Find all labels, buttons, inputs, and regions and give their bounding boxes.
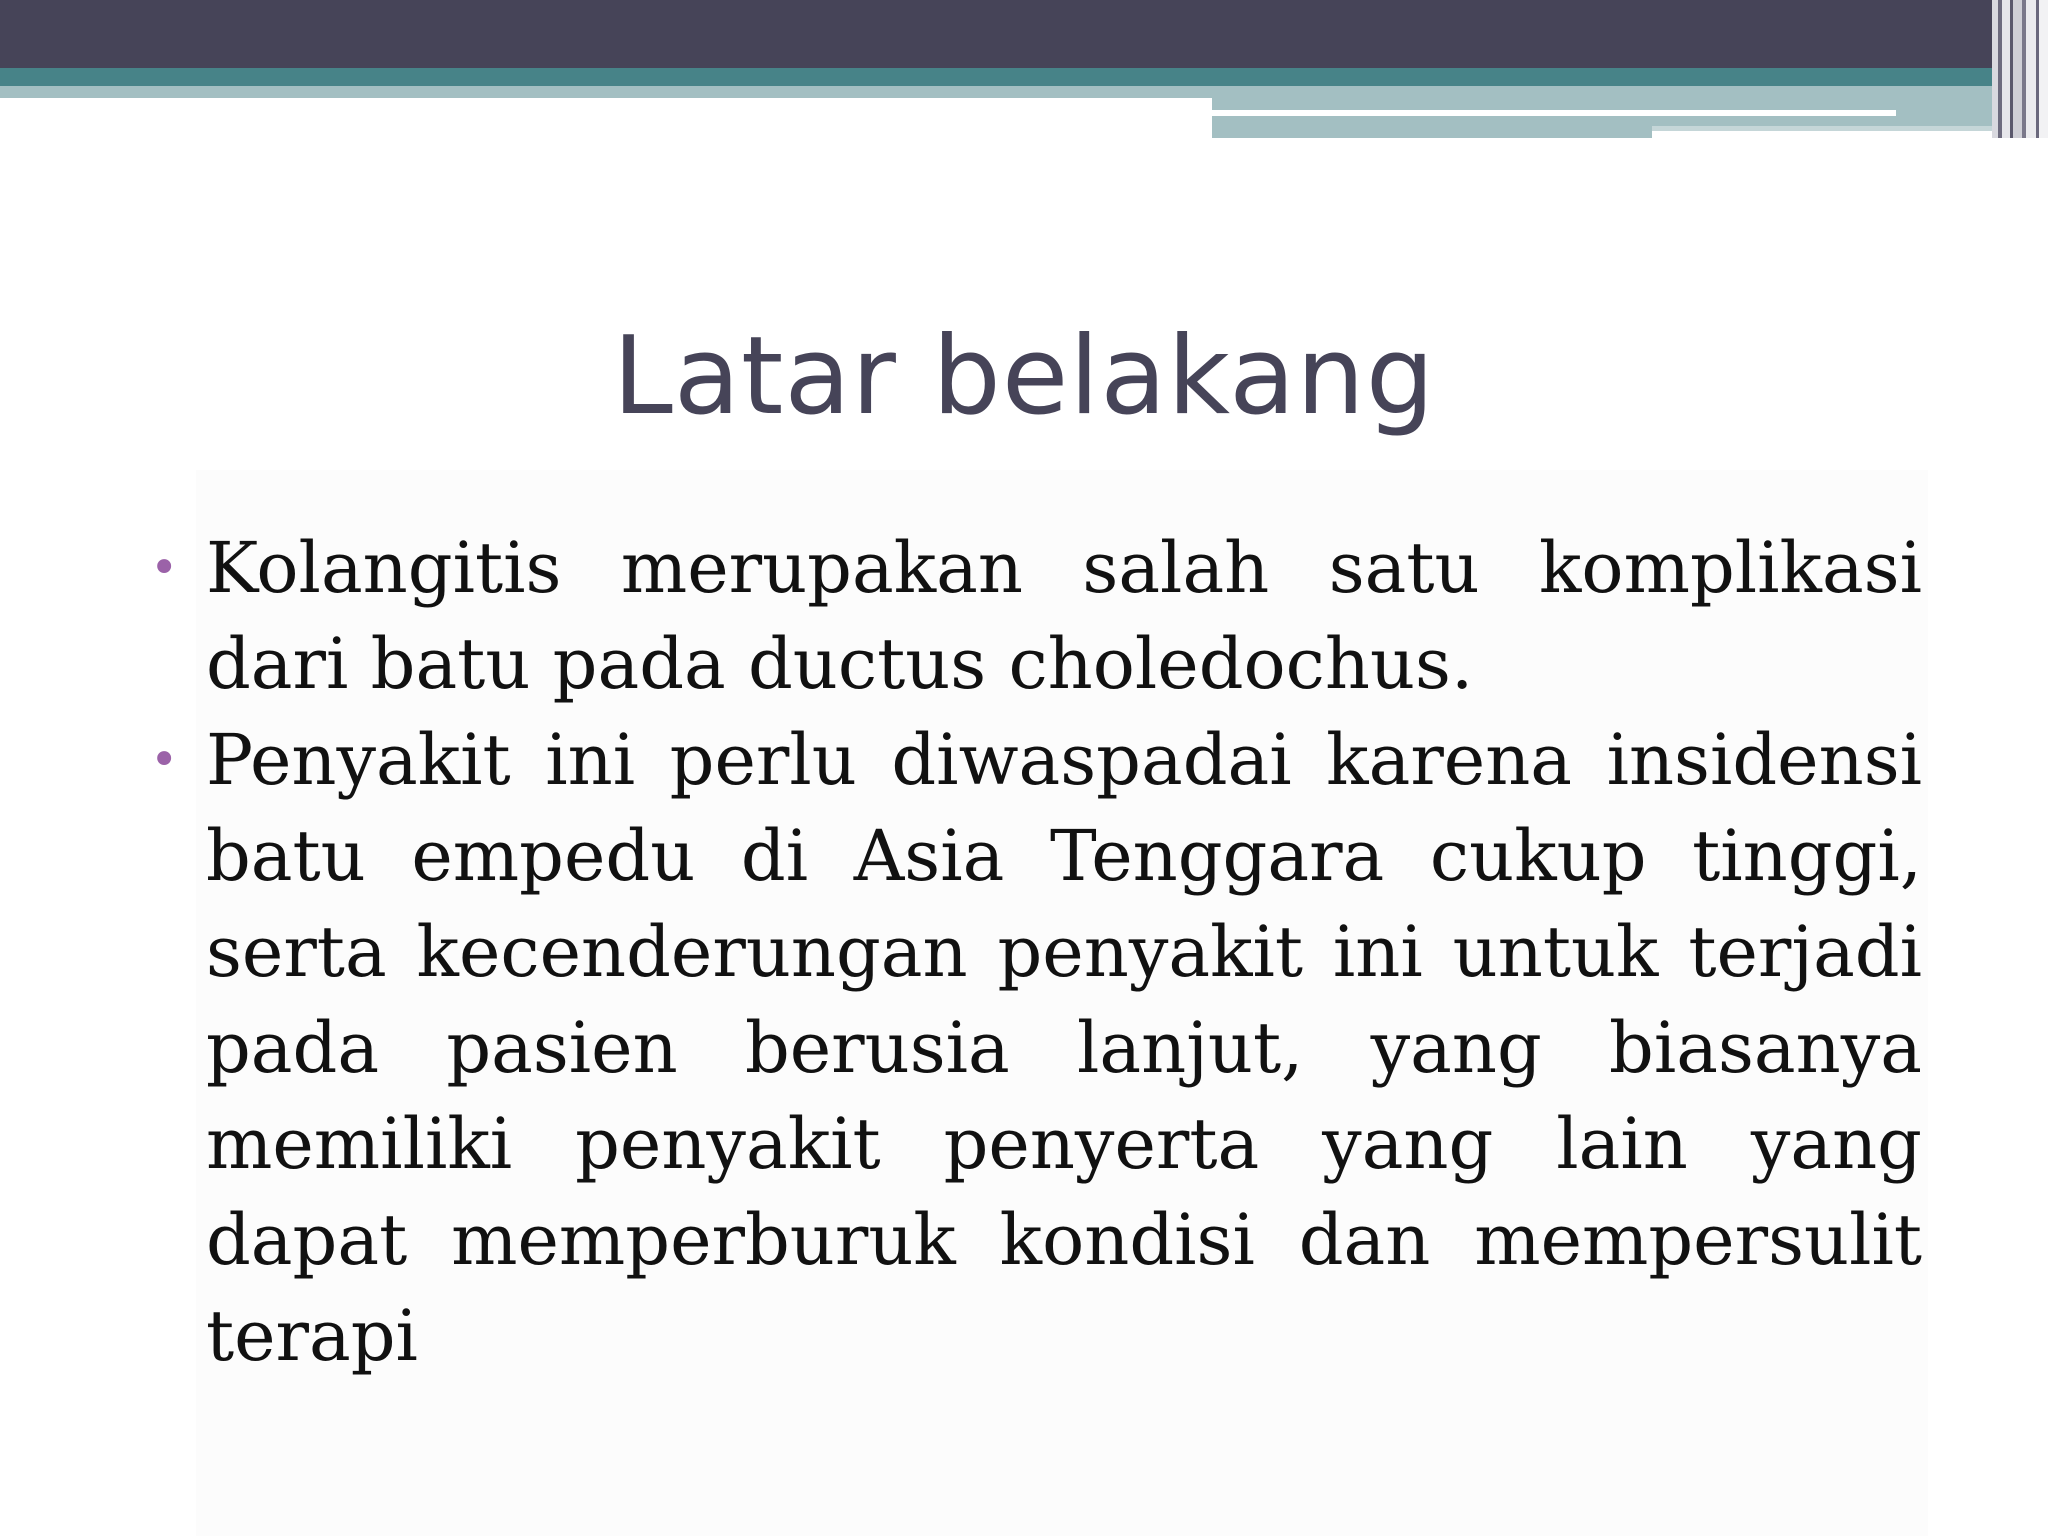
header-band-white-line bbox=[1212, 110, 1896, 116]
bullet-text: Penyakit ini perlu diwaspadai karena insidensi batu empedu di Asia Tenggara cukup tinggi, serta kecenderungan penyakit ini untuk terjadi pada pasien berusia lanjut, yang biasanya memiliki penyakit penyerta yang lain yang dapat memperburuk kondisi dan mempersulit terapi bbox=[206, 719, 1922, 1377]
slide-title: Latar belakang bbox=[612, 314, 1436, 439]
list-item bbox=[150, 712, 1922, 1384]
bullet-text: Kolangitis merupakan salah satu komplikasi dari batu pada ductus choledochus. bbox=[206, 527, 1922, 705]
bullet-list bbox=[150, 520, 1922, 1384]
header-band-right-block bbox=[1212, 86, 2048, 126]
header-band-teal bbox=[0, 68, 2048, 86]
header-band-dark bbox=[0, 0, 2048, 68]
bullet-icon: • bbox=[150, 540, 179, 596]
header-band-right-lower-thin bbox=[1652, 126, 2048, 131]
header-vertical-stripes bbox=[1992, 0, 2048, 138]
header-band-light bbox=[0, 86, 1212, 98]
header-band-right-lower bbox=[1212, 126, 1652, 138]
bullet-icon: • bbox=[150, 732, 179, 788]
list-item bbox=[150, 520, 1922, 712]
